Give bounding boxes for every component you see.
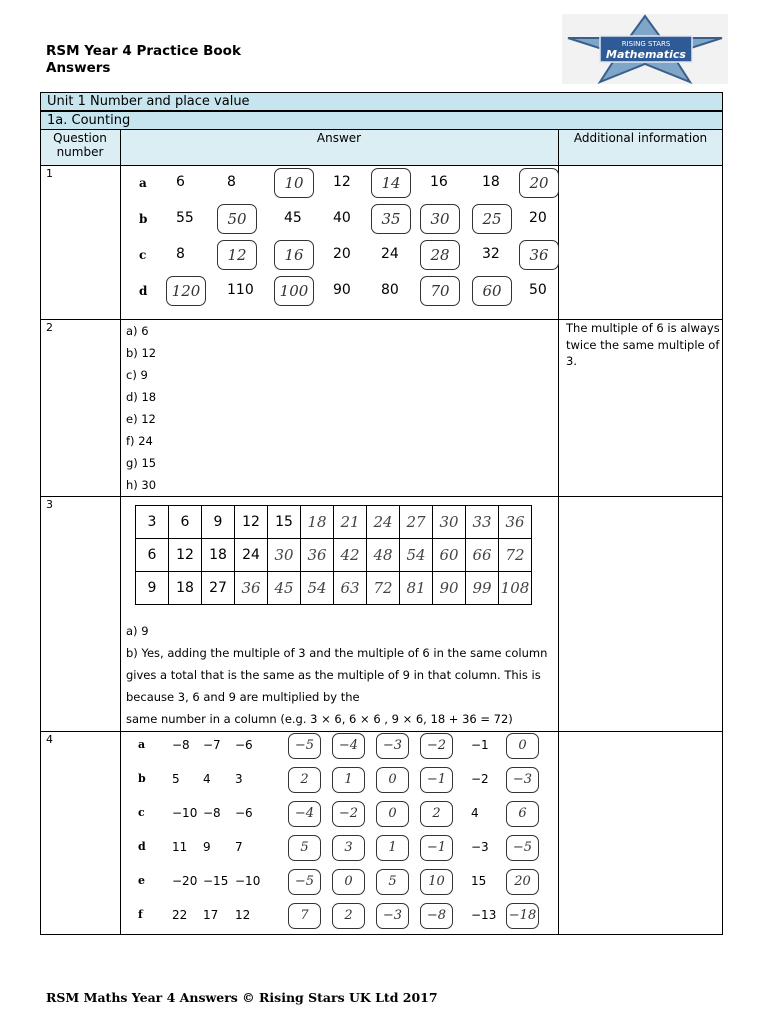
handwritten-answer: 7 (288, 903, 321, 929)
handwritten-answer: 0 (332, 869, 365, 895)
handwritten-cell: 36 (301, 539, 334, 572)
handwritten-answer: 2 (420, 801, 453, 827)
sequence-value: 6 (176, 174, 185, 190)
table-row (136, 506, 532, 539)
sequence-value: 9 (203, 840, 211, 854)
handwritten-cell: 24 (367, 506, 400, 539)
handwritten-cell: 54 (301, 572, 334, 605)
handwritten-answer: 35 (371, 204, 411, 234)
column-header-info: Additional information (558, 130, 723, 165)
table-border-bottom (40, 934, 723, 935)
handwritten-cell: 54 (400, 539, 433, 572)
sequence-value: 7 (235, 840, 243, 854)
svg-text:RISING STARS: RISING STARS (621, 40, 671, 48)
list-item: e) 12 (126, 412, 156, 426)
handwritten-answer: 36 (519, 240, 559, 270)
sequence-value: 20 (529, 210, 547, 226)
row-label: c (139, 248, 147, 262)
handwritten-cell: 21 (334, 506, 367, 539)
handwritten-answer: 28 (420, 240, 460, 270)
table-divider-1 (120, 130, 121, 935)
handwritten-cell: 99 (466, 572, 499, 605)
handwritten-answer: 0 (376, 767, 409, 793)
multiples-table (135, 505, 532, 605)
handwritten-answer: 10 (420, 869, 453, 895)
sequence-value: 3 (235, 772, 243, 786)
table-cell: 9 (136, 572, 169, 605)
table-cell: 18 (202, 539, 235, 572)
handwritten-answer: 20 (519, 168, 559, 198)
sequence-value: 4 (203, 772, 211, 786)
sequence-value: 8 (227, 174, 236, 190)
table-cell: 9 (202, 506, 235, 539)
sequence-value: 22 (172, 908, 188, 922)
sequence-value: 32 (482, 246, 500, 262)
handwritten-answer: −4 (288, 801, 321, 827)
sequence-value: 4 (471, 806, 479, 820)
handwritten-cell: 66 (466, 539, 499, 572)
handwritten-cell: 72 (499, 539, 532, 572)
handwritten-cell: 18 (301, 506, 334, 539)
handwritten-cell: 30 (268, 539, 301, 572)
sequence-value: 5 (172, 772, 180, 786)
handwritten-answer: 1 (332, 767, 365, 793)
question-number: 1 (46, 167, 53, 180)
sequence-value: 12 (333, 174, 351, 190)
sequence-value: −3 (471, 840, 489, 854)
handwritten-cell: 30 (433, 506, 466, 539)
row-divider (40, 731, 723, 732)
answer-line: because 3, 6 and 9 are multiplied by the (126, 690, 360, 704)
q2-answers (126, 320, 156, 496)
handwritten-cell: 42 (334, 539, 367, 572)
sequence-value: 24 (381, 246, 399, 262)
handwritten-answer: 1 (376, 835, 409, 861)
table-cell: 3 (136, 506, 169, 539)
rising-stars-logo (562, 14, 728, 84)
handwritten-answer: −3 (376, 733, 409, 759)
list-item: d) 18 (126, 390, 157, 404)
row-label: d (138, 840, 146, 853)
row-label: f (138, 908, 143, 921)
sequence-value: −2 (471, 772, 489, 786)
handwritten-answer: −1 (420, 835, 453, 861)
answer-line: gives a total that is the same as the multiple of 9 in that column. This is (126, 668, 541, 682)
sequence-value: 20 (333, 246, 351, 262)
sequence-value: −8 (172, 738, 190, 752)
question-number: 2 (46, 321, 53, 334)
handwritten-cell: 45 (268, 572, 301, 605)
table-cell: 6 (169, 506, 202, 539)
row-divider (40, 165, 723, 166)
handwritten-answer: −5 (288, 869, 321, 895)
section-title: 1a. Counting (40, 111, 723, 130)
handwritten-answer: 70 (420, 276, 460, 306)
list-item: f) 24 (126, 434, 153, 448)
handwritten-cell: 48 (367, 539, 400, 572)
handwritten-answer: 25 (472, 204, 512, 234)
handwritten-answer: −8 (420, 903, 453, 929)
handwritten-answer: −3 (506, 767, 539, 793)
handwritten-answer: −18 (506, 903, 539, 929)
table-border-right (722, 130, 723, 935)
sequence-value: −20 (172, 874, 198, 888)
sequence-value: −7 (203, 738, 221, 752)
handwritten-answer: 3 (332, 835, 365, 861)
handwritten-answer: 5 (376, 869, 409, 895)
sequence-value: 11 (172, 840, 188, 854)
page-footer: RSM Maths Year 4 Answers © Rising Stars UK Ltd 2017 (46, 990, 438, 1005)
handwritten-answer: 16 (274, 240, 314, 270)
handwritten-cell: 60 (433, 539, 466, 572)
answer-line: b) Yes, adding the multiple of 3 and the multiple of 6 in the same column (126, 646, 548, 660)
row-divider (40, 496, 723, 497)
question-number: 4 (46, 733, 53, 746)
page-header (46, 43, 241, 77)
handwritten-answer: −4 (332, 733, 365, 759)
sequence-value: −8 (203, 806, 221, 820)
sequence-value: 50 (529, 282, 547, 298)
sequence-value: −13 (471, 908, 497, 922)
unit-title: Unit 1 Number and place value (40, 92, 723, 111)
row-label: b (138, 772, 146, 785)
handwritten-answer: 6 (506, 801, 539, 827)
list-item: g) 15 (126, 456, 157, 470)
handwritten-answer: 12 (217, 240, 257, 270)
answer-line: a) 9 (126, 624, 149, 638)
row-label: a (139, 176, 147, 190)
handwritten-answer: −2 (332, 801, 365, 827)
table-border-left (40, 130, 41, 935)
sequence-value: −1 (471, 738, 489, 752)
handwritten-answer: 2 (288, 767, 321, 793)
handwritten-cell: 90 (433, 572, 466, 605)
sequence-value: 40 (333, 210, 351, 226)
sequence-value: 80 (381, 282, 399, 298)
handwritten-answer: 2 (332, 903, 365, 929)
sequence-value: 45 (284, 210, 302, 226)
handwritten-answer: 14 (371, 168, 411, 198)
answer-line: same number in a column (e.g. 3 × 6, 6 × 6 , 9 × 6, 18 + 36 = 72) (126, 712, 513, 726)
question-number: 3 (46, 498, 53, 511)
sequence-value: −15 (203, 874, 229, 888)
handwritten-answer: 20 (506, 869, 539, 895)
handwritten-answer: 100 (274, 276, 314, 306)
handwritten-cell: 33 (466, 506, 499, 539)
sequence-value: 110 (227, 282, 254, 298)
handwritten-cell: 36 (499, 506, 532, 539)
column-header-answer: Answer (120, 130, 558, 165)
column-header-question: Question number (40, 130, 120, 165)
sequence-value: 8 (176, 246, 185, 262)
handwritten-cell: 81 (400, 572, 433, 605)
list-item: a) 6 (126, 324, 149, 338)
sequence-value: 55 (176, 210, 194, 226)
handwritten-answer: 5 (288, 835, 321, 861)
svg-text:Mathematics: Mathematics (606, 48, 686, 61)
handwritten-answer: −5 (506, 835, 539, 861)
table-cell: 12 (235, 506, 268, 539)
handwritten-answer: −5 (288, 733, 321, 759)
handwritten-answer: −2 (420, 733, 453, 759)
handwritten-answer: −3 (376, 903, 409, 929)
table-cell: 24 (235, 539, 268, 572)
handwritten-cell: 63 (334, 572, 367, 605)
table-cell: 6 (136, 539, 169, 572)
sequence-value: 16 (430, 174, 448, 190)
sequence-value: −6 (235, 806, 253, 820)
table-cell: 15 (268, 506, 301, 539)
q2-additional-info: The multiple of 6 is always twice the same multiple of 3. (566, 321, 720, 368)
table-row (136, 572, 532, 605)
sequence-value: 90 (333, 282, 351, 298)
row-label: a (138, 738, 146, 751)
table-cell: 27 (202, 572, 235, 605)
table-cell: 18 (169, 572, 202, 605)
handwritten-cell: 108 (499, 572, 532, 605)
sequence-value: 18 (482, 174, 500, 190)
handwritten-cell: 27 (400, 506, 433, 539)
sequence-value: −6 (235, 738, 253, 752)
handwritten-answer: 50 (217, 204, 257, 234)
handwritten-answer: −1 (420, 767, 453, 793)
handwritten-cell: 72 (367, 572, 400, 605)
row-label: e (138, 874, 145, 887)
sequence-value: 12 (235, 908, 251, 922)
handwritten-answer: 120 (166, 276, 206, 306)
header-title: RSM Year 4 Practice Book (46, 43, 241, 59)
list-item: c) 9 (126, 368, 148, 382)
handwritten-answer: 30 (420, 204, 460, 234)
q3-answers (126, 620, 556, 730)
handwritten-answer: 60 (472, 276, 512, 306)
table-cell: 12 (169, 539, 202, 572)
header-subtitle: Answers (46, 60, 111, 76)
table-row (136, 539, 532, 572)
row-label: b (139, 212, 148, 226)
list-item: b) 12 (126, 346, 157, 360)
sequence-value: 15 (471, 874, 487, 888)
list-item: h) 30 (126, 478, 157, 492)
sequence-value: −10 (235, 874, 261, 888)
handwritten-answer: 0 (506, 733, 539, 759)
row-label: d (139, 284, 148, 298)
sequence-value: 17 (203, 908, 219, 922)
row-label: c (138, 806, 145, 819)
handwritten-answer: 0 (376, 801, 409, 827)
handwritten-answer: 10 (274, 168, 314, 198)
handwritten-cell: 36 (235, 572, 268, 605)
sequence-value: −10 (172, 806, 198, 820)
